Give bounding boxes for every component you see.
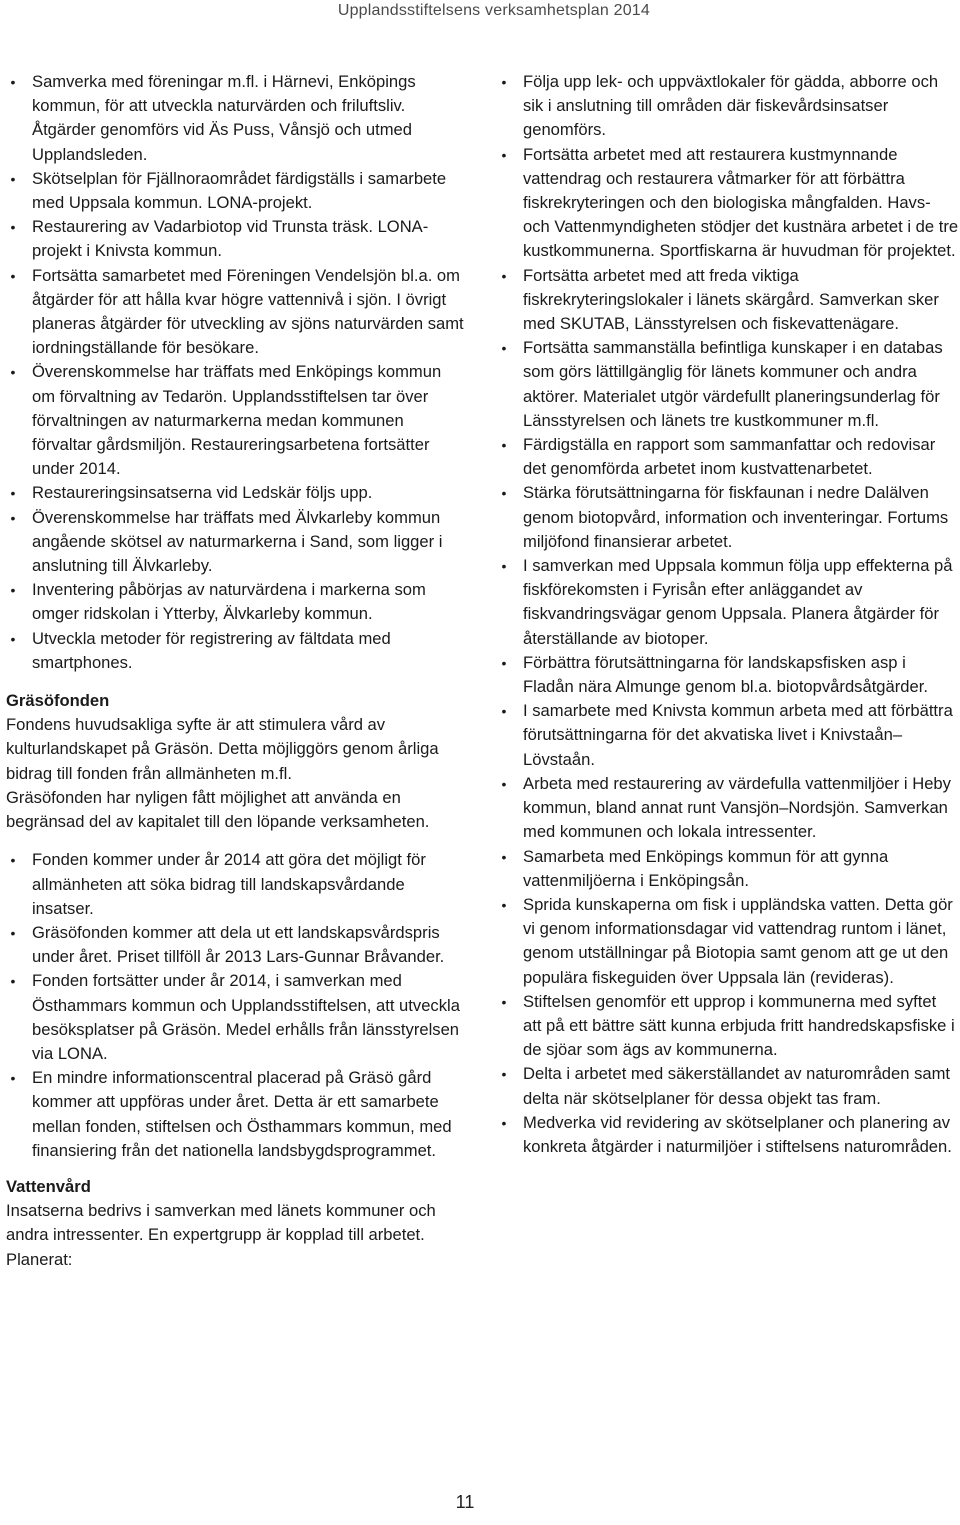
list-item-text: Fortsätta arbetet med att freda viktiga fiskrekryteringslokaler i länets skärgård. Samverkan sker med SKUTAB, Länsstyrelsen och fiskevattenägare.: [523, 265, 939, 334]
list-item: [6, 506, 464, 579]
bullet-icon: •: [10, 852, 16, 869]
bullet-icon: •: [10, 364, 16, 381]
list-item-text: Följa upp lek- och uppväxtlokaler för gädda, abborre och sik i anslutning till områden där fiskevårdsinsatser genomförs.: [523, 72, 939, 140]
bullet-icon: •: [501, 775, 507, 792]
list-item-text: Stärka förutsättningarna för fiskfaunan i nedre Dalälven genom biotopvård, information och inventeringar. Fortums miljöfond finansierar arbetet.: [523, 483, 949, 551]
list-item: [497, 264, 959, 337]
list-item-text: Inventering påbörjas av naturvärdena i markerna som omger ridskolan i Ytterby, Älvkarleby kommun.: [32, 580, 426, 624]
bullet-icon: •: [501, 896, 507, 913]
list-item: [497, 481, 959, 554]
list-item: [6, 215, 464, 263]
list-item-text: Fortsätta sammanställa befintliga kunskaper i en databas som görs lättillgänglig för länets kommuner och andra aktörer. Materialet utgör värdefullt planeringsunderlag för Länsstyrelsen och länets tre kustkommuner m.fl.: [523, 338, 943, 430]
bullet-icon: •: [10, 1070, 16, 1087]
bullet-icon: •: [501, 340, 507, 357]
list-item-text: Fortsätta samarbetet med Föreningen Vendelsjön bl.a. om åtgärder för att hålla kvar högre vattennivå i sjön. I övrigt planeras åtgärder för utveckling av sjöns naturvärden samt iordningställande för besökare.: [32, 265, 464, 358]
list-item-text: Medverka vid revidering av skötselplaner och planering av konkreta åtgärder i naturmiljöer i stiftelsens naturområden.: [523, 1112, 952, 1156]
paragraph: Insatserna bedrivs i samverkan med länets kommuner och andra intressenter. En expertgrupp är kopplad till arbetet. Planerat:: [6, 1201, 436, 1269]
list-item: [6, 969, 464, 1066]
list-item: [497, 433, 959, 481]
list-item-text: I samarbete med Knivsta kommun arbeta med att förbättra förutsättningarna för det akvatiska livet i Knivstaån–Lövstaån.: [523, 701, 953, 769]
list-item: [6, 627, 464, 675]
left-column: [6, 70, 464, 1272]
list-item-text: Restaureringsinsatserna vid Ledskär följs upp.: [32, 483, 373, 503]
list-item-text: Gräsöfonden kommer att dela ut ett landskapsvårdspris under året. Priset tillföll år 2013 Lars-Gunnar Bråvander.: [32, 922, 445, 967]
bullet-list-grasofonden: [6, 848, 464, 1163]
list-item: [497, 1062, 959, 1110]
bullet-icon: •: [501, 485, 507, 502]
list-item: [497, 845, 959, 893]
bullet-icon: •: [501, 848, 507, 865]
bullet-icon: •: [501, 703, 507, 720]
list-item: [497, 699, 959, 772]
list-item-text: Förbättra förutsättningarna för landskapsfisken asp i Fladån nära Almunge genom bl.a. biotopvårdsåtgärder.: [523, 652, 928, 697]
list-item: [6, 264, 464, 361]
list-item: [6, 167, 464, 215]
bullet-list-right: [497, 70, 959, 1159]
list-item: [6, 1066, 464, 1163]
list-item-text: Färdigställa en rapport som sammanfattar och redovisar det genomförda arbetet inom kustvattenarbetet.: [523, 435, 936, 479]
list-item-text: Delta i arbetet med säkerställandet av naturområden samt delta när skötselplaner för dessa objekt tas fram.: [523, 1064, 951, 1108]
list-item: [497, 554, 959, 651]
bullet-icon: •: [10, 973, 16, 990]
list-item-text: Sprida kunskaperna om fisk i uppländska vatten. Detta gör vi genom informationsdagar vid vattendrag runtom i länet, genom utställningar på Biotopia samt genom att ge ut den populära fiskeguiden över Uppsala län (revideras).: [523, 894, 953, 987]
page-number: 11: [455, 1492, 475, 1512]
bullet-icon: •: [10, 630, 16, 647]
list-item: [497, 70, 959, 143]
list-item-text: Restaurering av Vadarbiotop vid Trunsta träsk. LONA-projekt i Knivsta kommun.: [32, 217, 429, 261]
bullet-icon: •: [501, 1066, 507, 1083]
list-item-text: Samarbeta med Enköpings kommun för att gynna vattenmiljöerna i Enköpingsån.: [523, 846, 889, 890]
list-item-text: Överenskommelse har träffats med Älvkarleby kommun angående skötsel av naturmarkerna i Sand, som ligger i anslutning till Älvkarleby.: [32, 507, 443, 576]
list-item: [497, 651, 959, 699]
bullet-icon: •: [10, 219, 16, 236]
list-item: [6, 481, 464, 505]
paragraph: Fondens huvudsakliga syfte är att stimulera vård av kulturlandskapet på Gräsön. Detta möjliggörs genom årliga bidrag till fonden från allmänheten m.fl.: [6, 715, 439, 783]
list-item-text: Fonden fortsätter under år 2014, i samverkan med Östhammars kommun och Upplandsstiftelsen, att utveckla besöksplatser på Gräsön. Medel erhålls från länsstyrelsen via LONA.: [32, 971, 460, 1063]
bullet-icon: •: [10, 74, 16, 90]
section-heading-vattenvard: Vattenvård: [6, 1176, 91, 1196]
list-item-text: I samverkan med Uppsala kommun följa upp effekterna på fiskförekomsten i Fyrisån efter anläggandet av fiskvandringsvägar genom Uppsala. Planera åtgärder för återställande av biotoper.: [523, 556, 953, 648]
right-column: [497, 70, 959, 1159]
list-item-text: Fortsätta arbetet med att restaurera kustmynnande vattendrag och restaurera våtmarker för att förbättra fiskrekryteringen och den biologiska mångfalden. Havs- och Vattenmyndigheten stödjer det kustnära arbetet i de tre kustkommunerna. Sportfiskarna är huvudman för projektet.: [523, 144, 959, 261]
bullet-icon: •: [10, 170, 16, 187]
bullet-icon: •: [10, 924, 16, 941]
list-item: [497, 1111, 959, 1159]
bullet-icon: •: [501, 993, 507, 1010]
list-item-text: En mindre informationscentral placerad på Gräsö gård kommer att uppföras under året. Detta är ett samarbete mellan fonden, stiftelsen och Östhammars kommun, med finansiering från det nationella landsbygdsprogrammet.: [32, 1068, 452, 1160]
bullet-list-top: [6, 70, 464, 675]
list-item: [6, 360, 464, 481]
list-item: [6, 848, 464, 921]
list-item-text: Skötselplan för Fjällnoraområdet färdigställs i samarbete med Uppsala kommun. LONA-projekt.: [32, 168, 447, 213]
list-item-text: Utveckla metoder för registrering av fältdata med smartphones.: [32, 628, 391, 672]
bullet-icon: •: [501, 1114, 507, 1131]
list-item-text: Stiftelsen genomför ett upprop i kommunerna med syftet att på ett bättre sätt kunna erbjuda fritt handredskapsfiske i de sjöar som ägs av kommunerna.: [523, 991, 955, 1060]
bullet-icon: •: [10, 509, 16, 526]
list-item: [6, 578, 464, 626]
bullet-icon: •: [501, 437, 507, 454]
list-item: [6, 921, 464, 969]
list-item-text: Överenskommelse har träffats med Enköpings kommun om förvaltning av Tedarön. Upplandsstiftelsen tar över förvaltningen av naturmarkerna medan kommunen förvaltar gårdsmiljön. Restaureringsarbetena fortsätter under 2014.: [32, 362, 442, 479]
list-item: [497, 772, 959, 845]
list-item: [497, 143, 959, 264]
section-heading-grasofonden: Gräsöfonden: [6, 691, 110, 711]
bullet-icon: •: [10, 267, 16, 284]
bullet-icon: •: [10, 485, 16, 502]
bullet-icon: •: [501, 74, 507, 90]
list-item-text: Fonden kommer under år 2014 att göra det möjligt för allmänheten att söka bidrag till landskapsvårdande insatser.: [32, 850, 426, 918]
bullet-icon: •: [501, 267, 507, 284]
bullet-icon: •: [501, 654, 507, 671]
list-item: [497, 990, 959, 1063]
list-item: [497, 336, 959, 433]
list-item: [6, 70, 464, 167]
list-item-text: Samverka med föreningar m.fl. i Härnevi, Enköpings kommun, för att utveckla naturvärden och friluftsliv. Åtgärder genomförs vid Äs Puss, Vånsjö och utmed Upplandsleden.: [32, 72, 416, 164]
paragraph: Gräsöfonden har nyligen fått möjlighet att använda en begränsad del av kapitalet till den löpande verksamheten.: [6, 787, 430, 832]
list-item-text: Arbeta med restaurering av värdefulla vattenmiljöer i Heby kommun, bland annat runt Vansjön–Nordsjön. Samverkan med kommunen och lokala intressenter.: [523, 773, 951, 842]
bullet-icon: •: [501, 558, 507, 575]
list-item: [497, 893, 959, 990]
bullet-icon: •: [501, 146, 507, 163]
bullet-icon: •: [10, 582, 16, 599]
running-header: Upplandsstiftelsens verksamhetsplan 2014: [337, 2, 650, 19]
